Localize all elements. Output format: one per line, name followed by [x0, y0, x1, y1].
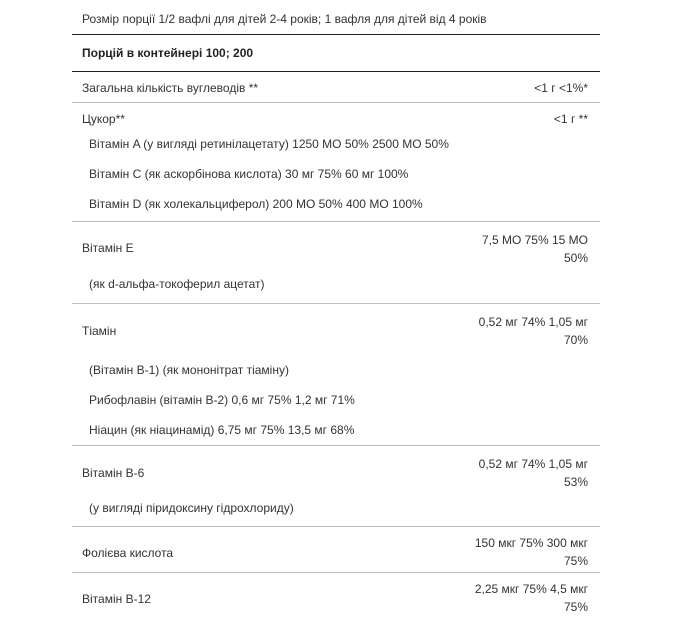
nutrient-value: 0,52 мг 74% 1,05 мг 70% — [478, 315, 588, 347]
nutrient-label: Вітамін C (як аскорбінова кислота) 30 мг 75% 60 мг 100% — [89, 167, 409, 181]
nutrient-value: 0,52 мг 74% 1,05 мг 53% — [478, 457, 588, 489]
nutrient-row — [72, 526, 600, 572]
nutrient-label: Рибофлавін (вітамін B-2) 0,6 мг 75% 1,2 мг 71% — [89, 393, 355, 407]
nutrient-row — [72, 102, 600, 131]
nutrient-label: (як d-альфа-токоферил ацетат) — [89, 277, 265, 291]
supplement-facts-table — [72, 0, 600, 618]
nutrient-label: Тіамін — [82, 324, 117, 338]
nutrient-row — [72, 131, 600, 161]
nutrient-label: Вітамін D (як холекальциферол) 200 МО 50% 400 МО 100% — [89, 197, 423, 211]
nutrient-label: Цукор** — [82, 112, 125, 126]
nutrient-label: Фолієва кислота — [82, 546, 174, 560]
nutrient-value: <1 г ** — [553, 112, 588, 126]
nutrient-row — [72, 221, 600, 271]
nutrient-label: Вітамін B-6 — [82, 466, 145, 480]
serving-size-text: Розмір порції 1/2 вафлі для дітей 2-4 років; 1 вафля для дітей від 4 років — [82, 12, 487, 26]
nutrient-row — [72, 191, 600, 221]
nutrient-value: <1 г <1%* — [534, 81, 588, 95]
nutrient-value: 2,25 мкг 75% 4,5 мкг 75% — [474, 582, 588, 614]
nutrient-value: 150 мкг 75% 300 мкг 75% — [474, 536, 588, 568]
nutrient-label: Вітамін E — [82, 241, 134, 255]
nutrient-row — [72, 71, 600, 102]
nutrient-row — [72, 385, 600, 415]
nutrient-label: Вітамін B-12 — [82, 592, 151, 606]
nutrient-label: Загальна кількість вуглеводів ** — [82, 81, 259, 95]
nutrient-row — [72, 572, 600, 618]
nutrient-label: Ніацин (як ніацинамід) 6,75 мг 75% 13,5 мг 68% — [89, 423, 355, 437]
nutrient-label: (у вигляді піридоксину гідрохлориду) — [89, 501, 294, 515]
nutrient-row — [72, 355, 600, 385]
nutrient-row — [72, 161, 600, 191]
serving-size-row — [72, 0, 600, 34]
servings-per-container-row — [72, 34, 600, 71]
servings-per-container-text: Порцій в контейнері 100; 200 — [82, 46, 254, 60]
nutrient-label: Вітамін A (у вигляді ретинілацетату) 1250 МО 50% 2500 МО 50% — [89, 137, 449, 151]
nutrient-row — [72, 493, 600, 526]
nutrient-value: 7,5 МО 75% 15 МО 50% — [481, 233, 588, 265]
nutrient-row — [72, 303, 600, 355]
nutrient-row — [72, 271, 600, 303]
nutrient-row — [72, 445, 600, 493]
nutrient-row — [72, 415, 600, 445]
nutrient-label: (Вітамін B-1) (як мононітрат тіаміну) — [89, 363, 289, 377]
